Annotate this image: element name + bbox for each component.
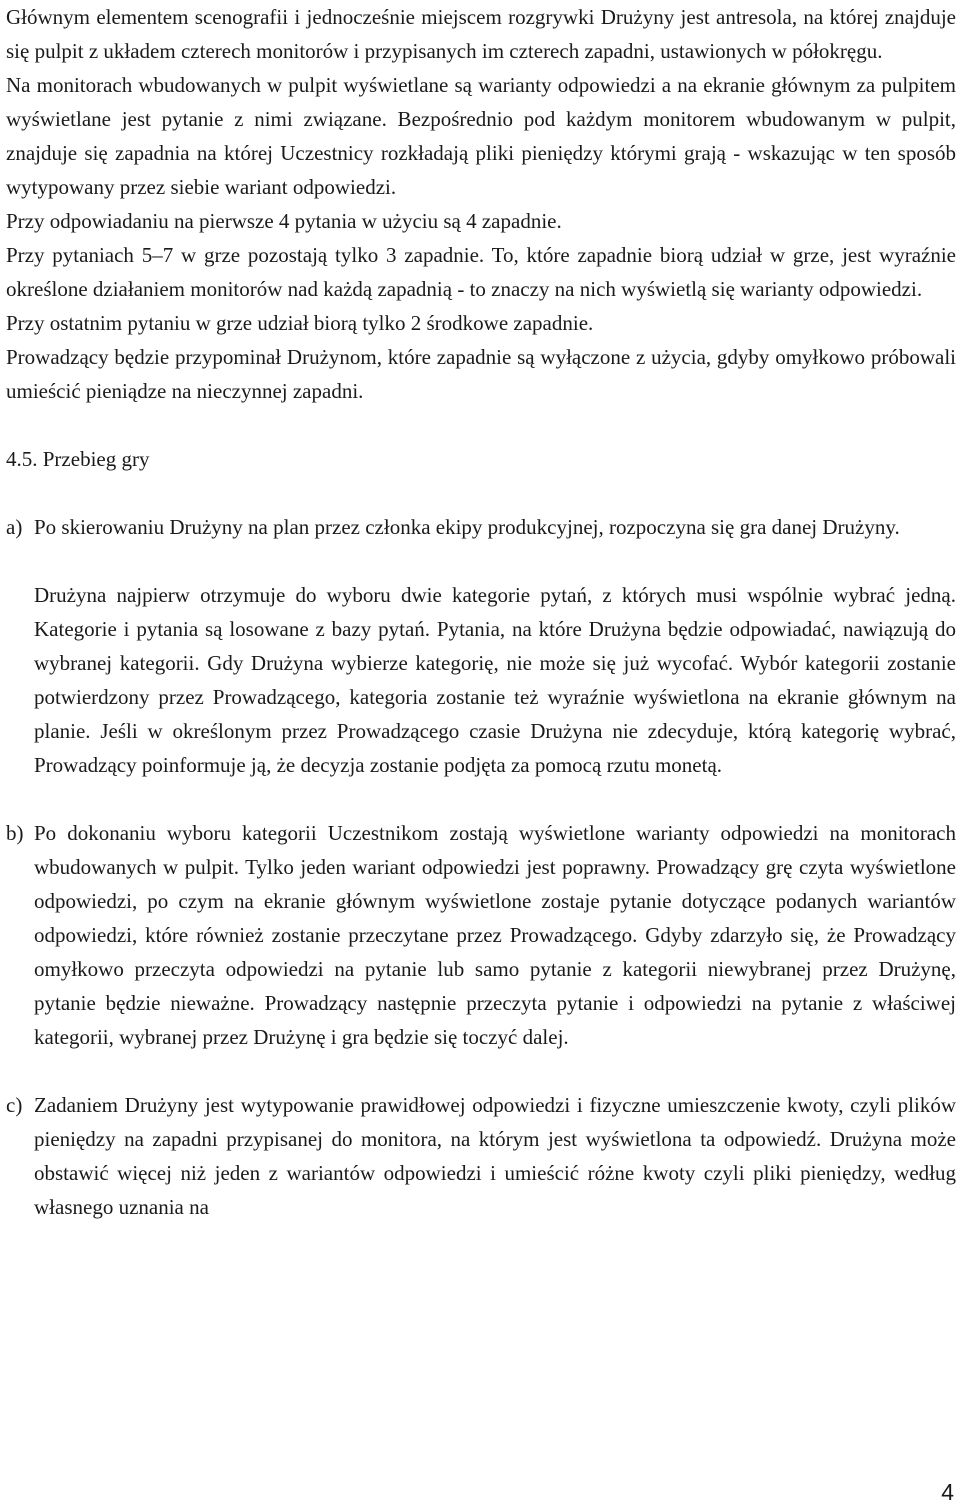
list-marker-c: c) [6, 1093, 23, 1117]
spacer [6, 1054, 956, 1088]
spacer [6, 782, 956, 816]
list-item-a [6, 510, 956, 544]
intro-paragraph-3: Przy odpowiadaniu na pierwsze 4 pytania w użyciu są 4 zapadnie. [6, 209, 562, 233]
intro-paragraph-1: Głównym elementem scenografii i jednocześnie miejscem rozgrywki Drużyny jest antresola, na której znajduje się pulpit z układem czterech monitorów i przypisanych im czterech zapadni, ustawionych w półokręgu. [6, 5, 956, 63]
document-page [6, 0, 956, 1224]
list-item-a-extra-paragraph: Drużyna najpierw otrzymuje do wyboru dwie kategorie pytań, z których musi wspólnie wybrać jedną. Kategorie i pytania są losowane z bazy pytań. Pytania, na które Drużyna będzie odpowiadać, nawiązują do wybranej kategorii. Gdy Drużyna wybierze kategorię, nie może się już wycofać. Wybór kategorii zostanie potwierdzony przez Prowadzącego, kategoria zostanie też wyraźnie wyświetlona na ekranie głównym na planie. Jeśli w określonym przez Prowadzącego czasie Drużyna nie zdecyduje, którą kategorię wybrać, Prowadzący poinformuje ją, że decyzja zostanie podjęta za pomocą rzutu monetą. [34, 583, 956, 777]
page-number: 4 [941, 1479, 954, 1505]
list-item-c-text: Zadaniem Drużyny jest wytypowanie prawidłowej odpowiedzi i fizyczne umieszczenie kwoty, czyli plików pieniędzy na zapadni przypisanej do monitora, na którym jest wyświetlona ta odpowiedź. Drużyna może obstawić więcej niż jeden z wariantów odpowiedzi i umieścić różne kwoty czyli pliki pieniędzy, według własnego uznania na [34, 1093, 956, 1219]
intro-paragraph-2: Na monitorach wbudowanych w pulpit wyświetlane są warianty odpowiedzi a na ekranie głównym za pulpitem wyświetlane jest pytanie z nimi związane. Bezpośrednio pod każdym monitorem wbudowanym w pulpit, znajduje się zapadnia na której Uczestnicy rozkładają pliki pieniędzy którymi grają - wskazując w ten sposób wytypowany przez siebie wariant odpowiedzi. [6, 73, 956, 199]
list-item-b [6, 816, 956, 1054]
list-marker-a: a) [6, 515, 23, 539]
procedure-list [6, 510, 956, 1224]
section-heading: 4.5. Przebieg gry [6, 447, 150, 471]
intro-paragraph-4: Przy pytaniach 5–7 w grze pozostają tylko 3 zapadnie. To, które zapadnie biorą udział w grze, jest wyraźnie określone działaniem monitorów nad każdą zapadnią - to znaczy na nich wyświetlą się warianty odpowiedzi. [6, 243, 956, 301]
list-item-c [6, 1088, 956, 1224]
list-item-a-text: Po skierowaniu Drużyny na plan przez członka ekipy produkcyjnej, rozpoczyna się gra danej Drużyny. [34, 515, 900, 539]
intro-paragraph-6: Prowadzący będzie przypominał Drużynom, które zapadnie są wyłączone z użycia, gdyby omyłkowo próbowali umieścić pieniądze na nieczynnej zapadni. [6, 345, 956, 403]
intro-paragraph-5: Przy ostatnim pytaniu w grze udział biorą tylko 2 środkowe zapadnie. [6, 311, 594, 335]
list-marker-b: b) [6, 821, 24, 845]
list-item-b-text: Po dokonaniu wyboru kategorii Uczestnikom zostają wyświetlone warianty odpowiedzi na monitorach wbudowanych w pulpit. Tylko jeden wariant odpowiedzi jest poprawny. Prowadzący grę czyta wyświetlone odpowiedzi, po czym na ekranie głównym wyświetlone zostaje pytanie dotyczące podanych wariantów odpowiedzi, które również zostanie przeczytane przez Prowadzącego. Gdyby zdarzyło się, że Prowadzący omyłkowo przeczyta odpowiedzi na pytanie lub samo pytanie z kategorii niewybranej przez Drużynę, pytanie będzie nieważne. Prowadzący następnie przeczyta pytanie i odpowiedzi na pytanie z właściwej kategorii, wybranej przez Drużynę i gra będzie się toczyć dalej. [34, 821, 956, 1049]
